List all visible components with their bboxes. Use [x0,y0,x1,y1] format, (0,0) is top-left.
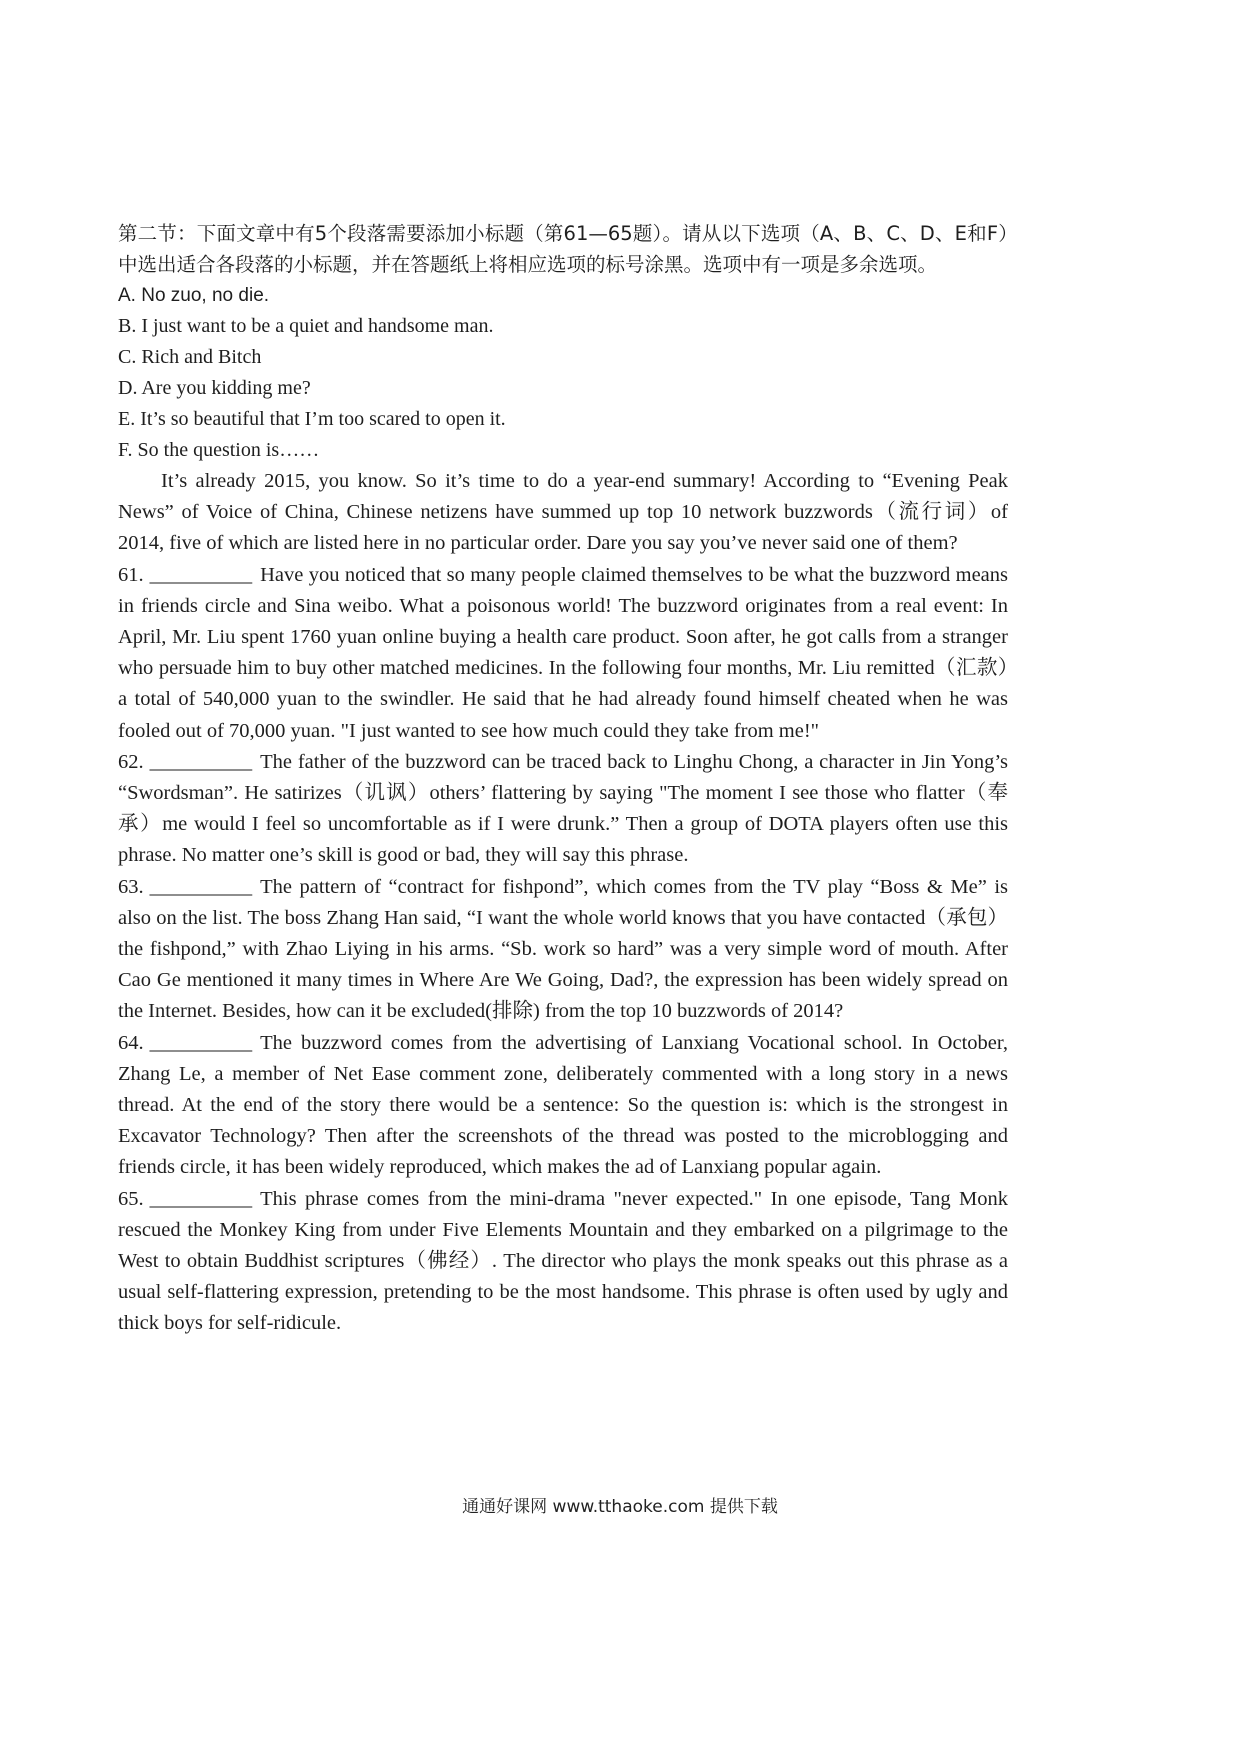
answer-blank: __________ [149,750,253,773]
section-instruction: 第二节：下面文章中有5个段落需要添加小标题（第61—65题）。请从以下选项（A、B、C、D、E和F）中选出适合各段落的小标题，并在答题纸上将相应选项的标号涂黑。选项中有一项是多余选项。 [118,222,1008,276]
question-text: The pattern of “contract for fishpond”, which comes from the TV play “Boss & Me” is also on the list. The boss Zhang Han said, “I want the whole world knows that you have contacted（承包）the fishpond,” with Zhao Liying in his arms. “Sb. work so hard” was a very simple word of mouth. After Cao Ge mentioned it many times in Where Are We Going, Dad?, the expression has been widely spread on the Internet. Besides, how can it be excluded(排除) from the top 10 buzzwords of 2014? [118,875,1008,1023]
option-e: E. It’s so beautiful that I’m too scared to open it. [118,408,506,430]
question-number: 65. [118,1187,144,1210]
question-number: 63. [118,875,144,898]
answer-blank: __________ [149,563,253,586]
question-number: 64. [118,1031,144,1054]
question-62 [118,747,1008,872]
question-63 [118,872,1008,1028]
question-text: The father of the buzzword can be traced back to Linghu Chong, a character in Jin Yong’s “Swordsman”. He satirizes（讥讽）others’ flattering by saying "The moment I see those who flatter（奉承）me would I feel so uncomfortable as if I were drunk.” Then a group of DOTA players often use this phrase. No matter one’s skill is good or bad, they will say this phrase. [118,750,1008,867]
question-65 [118,1184,1008,1340]
option-f: F. So the question is…… [118,439,320,461]
intro-paragraph: It’s already 2015, you know. So it’s time to do a year-end summary! According to “Evening Peak News” of Voice of China, Chinese netizens have summed up top 10 network buzzwords（流行词）of 2014, five of which are listed here in no particular order. Dare you say you’ve never said one of them? [118,470,1008,555]
page-footer: 通通好课网 www.tthaoke.com 提供下载 [462,1497,778,1517]
question-text: This phrase comes from the mini-drama "never expected." In one episode, Tang Monk rescued the Monkey King from under Five Elements Mountain and they embarked on a pilgrimage to the West to obtain Buddhist scriptures（佛经）. The director who plays the monk speaks out this phrase as a usual self-flattering expression, pretending to be the most handsome. This phrase is often used by ugly and thick boys for self-ridicule. [118,1187,1008,1335]
question-text: Have you noticed that so many people claimed themselves to be what the buzzword means in friends circle and Sina weibo. What a poisonous world! The buzzword originates from a real event: In April, Mr. Liu spent 1760 yuan online buying a health care product. Soon after, he got calls from a stranger who persuade him to buy other matched medicines. In the following four months, Mr. Liu remitted（汇款）a total of 540,000 yuan to the swindler. He said that he had already found himself cheated when he was fooled out of 70,000 yuan. "I just wanted to see how much could they take from me!" [118,563,1008,742]
answer-blank: __________ [149,1187,253,1210]
exam-page [118,218,1008,1340]
option-c: C. Rich and Bitch [118,346,262,368]
question-64 [118,1028,1008,1184]
option-d: D. Are you kidding me? [118,377,311,399]
question-number: 62. [118,750,144,773]
question-61 [118,560,1008,747]
option-a: A. No zuo, no die. [118,285,270,306]
option-b: B. I just want to be a quiet and handsome man. [118,315,494,337]
answer-blank: __________ [149,1031,253,1054]
question-number: 61. [118,563,144,586]
heading-options-list [118,280,1008,466]
answer-blank: __________ [149,875,253,898]
question-text: The buzzword comes from the advertising of Lanxiang Vocational school. In October, Zhang Le, a member of Net Ease comment zone, deliberately commented with a long story in a news thread. At the end of the story there would be a sentence: So the question is: which is the strongest in Excavator Technology? Then after the screenshots of the thread was posted to the microblogging and friends circle, it has been widely reproduced, which makes the ad of Lanxiang popular again. [118,1031,1008,1179]
